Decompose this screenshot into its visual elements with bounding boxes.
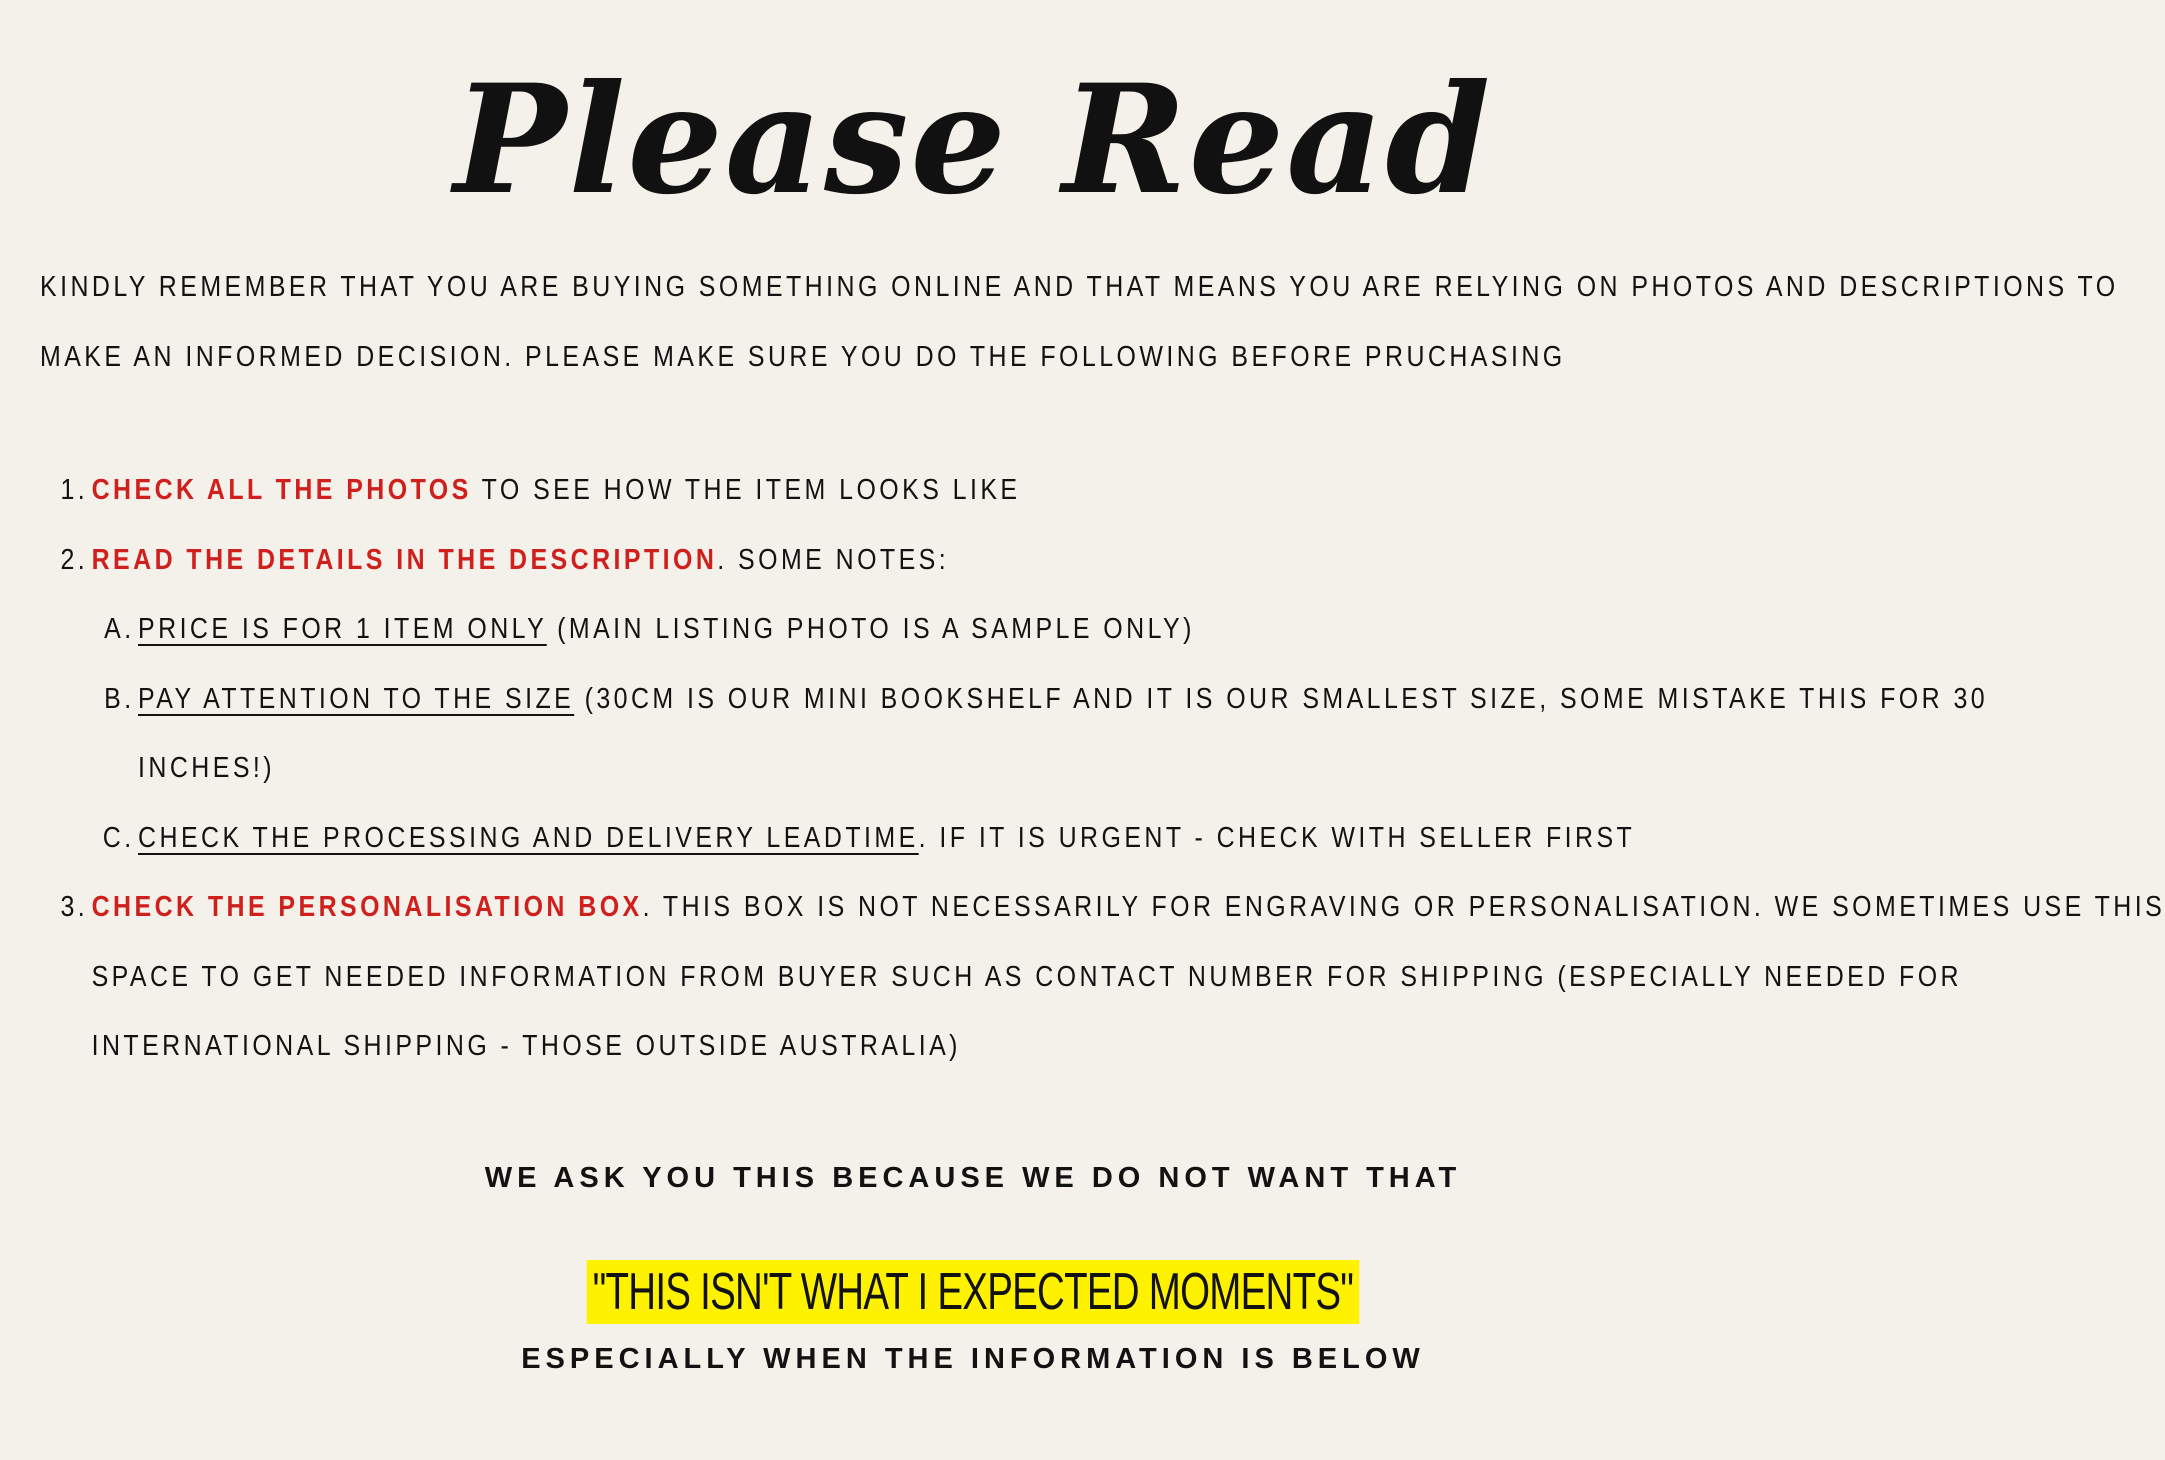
list-marker: 2.	[60, 543, 89, 576]
sub-marker: C.	[102, 821, 135, 854]
list-marker: 3.	[60, 891, 89, 923]
list-item-1-rest: TO SEE HOW THE ITEM LOOKS LIKE	[481, 474, 1021, 506]
list-item-3-continuation-2: INTERNATIONAL SHIPPING - THOSE OUTSIDE AUSTRALIA)	[91, 1030, 961, 1062]
list-item-3-text	[92, 873, 2165, 943]
intro-paragraph	[40, 252, 2119, 392]
list-item-2-rest: . SOME NOTES:	[717, 543, 950, 576]
checklist	[40, 456, 2165, 1082]
quote-container	[0, 1260, 1946, 1324]
sub-marker: A.	[104, 613, 135, 645]
ask-statement: WE ASK YOU THIS BECAUSE WE DO NOT WANT THAT	[484, 1162, 1462, 1194]
sub-item-c-rest: . IF IT IS URGENT - CHECK WITH SELLER FIRST	[918, 821, 1636, 854]
sub-item-a	[40, 595, 1889, 665]
list-item-1-text	[92, 456, 1021, 526]
list-item-3-rest: . THIS BOX IS NOT NECESSARILY FOR ENGRAVING OR PERSONALISATION. WE SOMETIMES USE THIS	[642, 891, 2165, 923]
list-item-2	[40, 526, 1889, 596]
sub-item-a-rest: (MAIN LISTING PHOTO IS A SAMPLE ONLY)	[557, 613, 1195, 645]
list-item-3-highlight: CHECK THE PERSONALISATION BOX	[91, 891, 643, 923]
intro-line-2: MAKE AN INFORMED DECISION. PLEASE MAKE SURE YOU DO THE FOLLOWING BEFORE PRUCHASING	[40, 341, 1566, 373]
list-item-2-highlight: READ THE DETAILS IN THE DESCRIPTION	[91, 543, 718, 576]
list-marker: 1.	[60, 474, 89, 506]
closing-statement: ESPECIALLY WHEN THE INFORMATION IS BELOW	[521, 1343, 1425, 1375]
list-item-2-text	[92, 526, 950, 596]
sub-item-c-text	[138, 804, 1635, 874]
list-item-3-continuation-1: SPACE TO GET NEEDED INFORMATION FROM BUYER SUCH AS CONTACT NUMBER FOR SHIPPING (ESPECIALLY NEEDED FOR	[91, 960, 1963, 993]
highlighted-quote: "THIS ISN'T WHAT I EXPECTED MOMENTS"	[587, 1260, 1359, 1324]
sub-item-a-underlined: PRICE IS FOR 1 ITEM ONLY	[138, 613, 547, 645]
sub-item-b	[40, 665, 1989, 735]
intro-line-1: KINDLY REMEMBER THAT YOU ARE BUYING SOMETHING ONLINE AND THAT MEANS YOU ARE RELYING ON PHOTOS AND DESCRIPTIONS TO	[40, 271, 2119, 303]
sub-item-c-underlined: CHECK THE PROCESSING AND DELIVERY LEADTIME	[138, 821, 919, 854]
sub-item-b-continuation: INCHES!)	[138, 752, 276, 784]
sub-item-a-text	[138, 595, 1195, 665]
list-item-1-highlight: CHECK ALL THE PHOTOS	[91, 474, 472, 506]
sub-item-c	[40, 804, 1889, 874]
sub-item-b-underlined: PAY ATTENTION TO THE SIZE	[138, 682, 575, 715]
sub-item-b-text	[138, 665, 1988, 735]
sub-marker: B.	[104, 682, 135, 715]
sub-item-b-rest: (30CM IS OUR MINI BOOKSHELF AND IT IS OUR SMALLEST SIZE, SOME MISTAKE THIS FOR 30	[584, 682, 1989, 715]
list-item-3	[40, 873, 2165, 943]
page-title: Please Read	[453, 52, 1493, 228]
list-item-1	[40, 456, 1889, 526]
